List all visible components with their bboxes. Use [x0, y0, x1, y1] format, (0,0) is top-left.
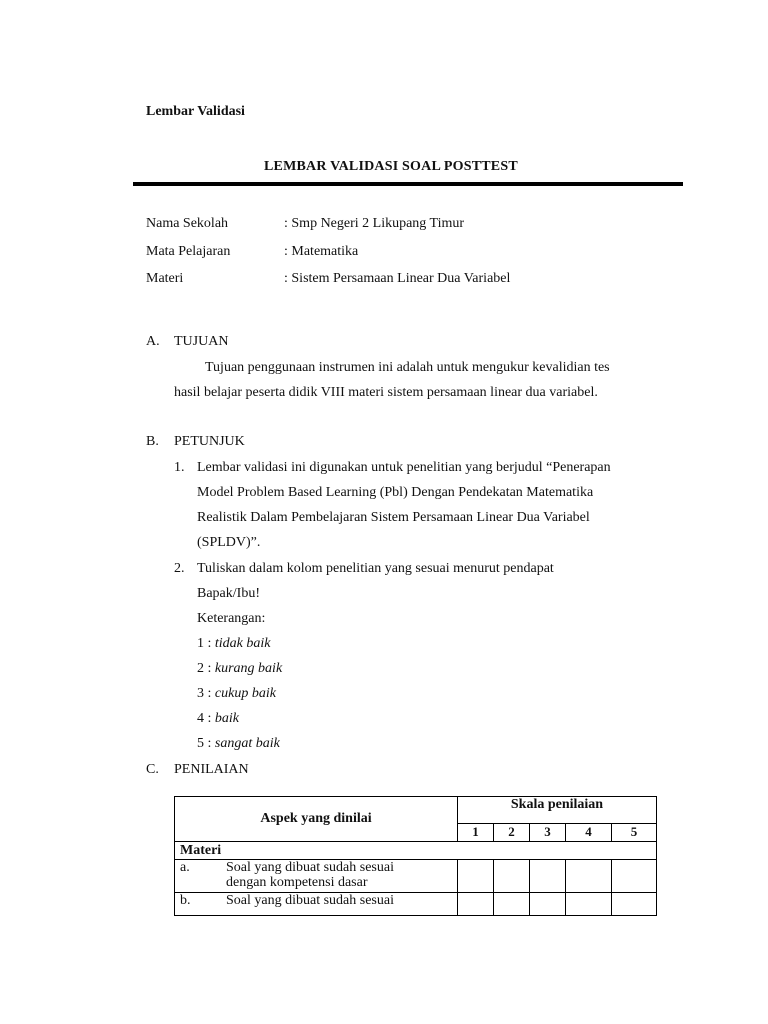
list-item-line: Tuliskan dalam kolom penelitian yang sesuai menurut pendapat — [197, 561, 554, 576]
item-cell — [175, 893, 458, 916]
rating-cell[interactable] — [612, 860, 657, 893]
rating-cell[interactable] — [530, 860, 566, 893]
scale-number: 2 — [494, 823, 530, 841]
scale-number: 5 — [612, 823, 657, 841]
info-label-subject: Mata Pelajaran — [146, 244, 231, 259]
section-b-heading: PETUNJUK — [174, 434, 245, 449]
section-a-line: Tujuan penggunaan instrumen ini adalah untuk mengukur kevalidian tes — [205, 360, 610, 375]
list-item-line: Model Problem Based Learning (Pbl) Dengan Pendekatan Matematika — [197, 485, 594, 500]
title-divider — [133, 182, 683, 186]
rating-cell[interactable] — [494, 860, 530, 893]
list-item-number: 1. — [174, 460, 185, 475]
page-title: LEMBAR VALIDASI SOAL POSTTEST — [264, 159, 518, 174]
skala-header: Skala penilaian — [458, 797, 657, 824]
rating-cell[interactable] — [566, 893, 612, 916]
scale-legend-item: 1 : tidak baik — [197, 636, 271, 651]
item-cell — [175, 860, 458, 893]
info-value-school: : Smp Negeri 2 Likupang Timur — [284, 216, 465, 231]
scale-legend-item: 5 : sangat baik — [197, 736, 280, 751]
scale-number: 4 — [566, 823, 612, 841]
table-row — [175, 893, 657, 916]
section-a-heading: TUJUAN — [174, 334, 229, 349]
item-text: Soal yang dibuat sudah sesuai — [226, 893, 394, 908]
group-label: Materi — [175, 842, 657, 860]
info-label-school: Nama Sekolah — [146, 216, 229, 231]
rating-cell[interactable] — [494, 893, 530, 916]
table-header-row — [175, 797, 657, 824]
rating-cell[interactable] — [458, 893, 494, 916]
list-item-line: Lembar validasi ini digunakan untuk penelitian yang berjudul “Penerapan — [197, 460, 611, 475]
scale-number: 1 — [458, 823, 494, 841]
item-text: Soal yang dibuat sudah sesuai dengan kompetensi dasar — [226, 860, 394, 890]
info-value-subject: : Matematika — [284, 244, 359, 259]
section-a-marker: A. — [146, 334, 160, 349]
scale-legend-item: 3 : cukup baik — [197, 686, 276, 701]
list-item-number: 2. — [174, 561, 185, 576]
section-a-line: hasil belajar peserta didik VIII materi sistem persamaan linear dua variabel. — [174, 385, 598, 400]
assessment-table — [174, 796, 657, 916]
aspek-header: Aspek yang dinilai — [175, 797, 458, 842]
section-label: Lembar Validasi — [146, 104, 245, 119]
scale-legend-item: 4 : baik — [197, 711, 239, 726]
section-c-heading: PENILAIAN — [174, 762, 249, 777]
list-item-line: Realistik Dalam Pembelajaran Sistem Persamaan Linear Dua Variabel — [197, 510, 590, 525]
info-value-material: : Sistem Persamaan Linear Dua Variabel — [284, 271, 511, 286]
table-row — [175, 860, 657, 893]
list-item-line: (SPLDV)”. — [197, 535, 261, 550]
group-row — [175, 842, 657, 860]
section-c-marker: C. — [146, 762, 159, 777]
section-b-marker: B. — [146, 434, 159, 449]
item-letter: a. — [180, 860, 190, 875]
info-label-material: Materi — [146, 271, 184, 286]
scale-legend-item: 2 : kurang baik — [197, 661, 283, 676]
item-letter: b. — [180, 893, 191, 908]
rating-cell[interactable] — [612, 893, 657, 916]
rating-cell[interactable] — [566, 860, 612, 893]
keterangan-label: Keterangan: — [197, 611, 266, 626]
scale-number: 3 — [530, 823, 566, 841]
rating-cell[interactable] — [530, 893, 566, 916]
list-item-line: Bapak/Ibu! — [197, 586, 260, 601]
rating-cell[interactable] — [458, 860, 494, 893]
